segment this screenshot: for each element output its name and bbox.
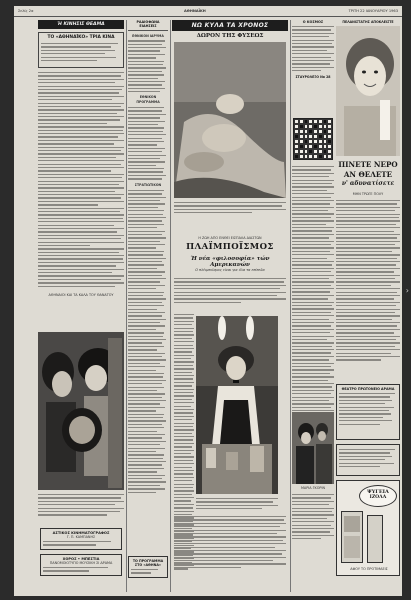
radio-footer-box bbox=[128, 556, 168, 578]
headline: ΠΛΑΪΜΠΟΪΣΜΟΣ bbox=[186, 242, 274, 252]
stars-title: Ο ΚΟΣΜΟΣ bbox=[302, 20, 324, 24]
kicker: Η ΖΩΗ ΑΠΟ ΕΝΘΕΙ ΕΙΣΠΑΛΑ ΔΙΑΣΤΩΝ bbox=[198, 236, 262, 240]
radio-title: ΡΑΔΙΟΦΩΝΑ ΕΙΔΗΣΕΙΣ bbox=[128, 20, 168, 31]
fridge-illustration bbox=[367, 515, 383, 563]
radio-section-title: ΕΘΝΙΚΟΝ ΠΡΟΓΡΑΜΜΑ bbox=[136, 95, 160, 104]
newspaper-page bbox=[14, 6, 402, 596]
ad-box-title: ΧΟΡΟΣ • ΜΠΕΣΤΙΑ bbox=[62, 557, 100, 561]
slimming-ad-label: ΠΕΛΑΝΙΣΤΑΤΗΣ ΑΠΟΚΛΕΙΣΤΕ bbox=[342, 20, 394, 24]
listings-text bbox=[38, 72, 124, 287]
reclining-woman-photo bbox=[174, 42, 286, 198]
ad-box-title: ΑΣΤΙΚΟΣ ΚΙΝΗΜΑΤΟΓΡΑΦΟΣ bbox=[52, 531, 110, 535]
ad-box-subtitle: Γ. Π. ΚΑΜΠΑΝΗΣ bbox=[66, 535, 96, 539]
column-ads bbox=[336, 20, 400, 580]
radio-section-title: ΕΘΝΙΚΟΝ ΙΔΡΥΜΑ bbox=[132, 34, 164, 38]
smiling-woman-photo bbox=[336, 26, 400, 156]
ad-headline-1: ΠΙΝΕΤΕ ΝΕΡΟ bbox=[338, 160, 398, 169]
radio-schedule bbox=[128, 34, 168, 493]
bunny-caption-text bbox=[196, 498, 278, 512]
ad-headline-2: ΑΝ ΘΕΛΕΤΕ bbox=[343, 170, 393, 179]
crossword-grid bbox=[293, 118, 333, 160]
subheadline: Ή νέα «φιλοσοφία» τών Αμερικανών bbox=[190, 256, 270, 268]
fridge-ad bbox=[336, 480, 400, 576]
intro-text bbox=[174, 278, 286, 305]
masthead: ΑΘΗΝΑΪΚΗ bbox=[184, 9, 206, 13]
column-rule bbox=[290, 20, 291, 592]
deck: Ο πλέιμποϊσμος είναι για όλα τα επίπεδα bbox=[195, 268, 265, 272]
page-header bbox=[14, 6, 402, 17]
column-rule bbox=[126, 20, 127, 592]
date-line: ΤΡΙΤΗ 22 ΙΑΝΟΥΑΡΙΟΥ 1963 bbox=[348, 9, 398, 13]
crossword-title: ΣΤΑΥΡΟΛΕΞΟ Νο 28 bbox=[295, 75, 331, 80]
margin-mark: › bbox=[405, 286, 409, 295]
bunny-girl-photo bbox=[196, 316, 278, 494]
column-center bbox=[172, 20, 288, 580]
column-small-right bbox=[292, 20, 334, 580]
crossword-clues bbox=[292, 166, 334, 417]
fridge-slogan: ΑΦΟΥ ΤΟ ΠΡΟΤΙΜΑΕΙΣ bbox=[350, 567, 388, 571]
couple-photo bbox=[38, 332, 124, 490]
ad-box bbox=[40, 554, 122, 576]
stars-text bbox=[292, 26, 334, 71]
bottom-text bbox=[292, 494, 334, 541]
column-left bbox=[38, 20, 124, 580]
fridge-brand: ΨΥΓΕΙΑ bbox=[367, 489, 389, 495]
body-text-bottom bbox=[174, 516, 286, 570]
feature-banner: ΝΩ ΚΥΛΑ ΤΑ ΧΡΟΝΟΣ bbox=[172, 20, 288, 31]
fridge-illustration bbox=[341, 511, 363, 563]
photo-story-text bbox=[38, 494, 124, 518]
section-banner: Ή ΚΙΝΗΣΙΣ ΘΕΑΜΑ bbox=[38, 20, 124, 29]
column-rule bbox=[170, 20, 171, 592]
couple-small-photo bbox=[292, 412, 334, 484]
cinema-box-title: ΤΟ «ΑΘΗΝΑΪΚΟ» ΤΡΙΑ ΚΙΝΑ bbox=[47, 35, 115, 40]
photo1-caption-text bbox=[174, 202, 286, 216]
cinema-box bbox=[38, 32, 124, 68]
photo1-title: ΔΩΡΟΝ ΤΗΣ ΦΥΣΕΩΣ bbox=[196, 33, 264, 39]
radio-footer-title: ΤΟ ΠΡΟΓΡΑΜΜΑ ΣΤΟ «ΑΘΗΝΑ» bbox=[132, 559, 164, 567]
column-radio bbox=[128, 20, 168, 580]
ad-box bbox=[40, 528, 122, 550]
page-label: Σελίς 2α bbox=[18, 9, 34, 13]
ad-tagline: ΜΗΝ ΤΡΩΓΕ ΠΟΛΥ bbox=[352, 192, 384, 196]
ad-headline-3: ν' αδυνατίσετε bbox=[341, 180, 395, 187]
fridge-logo bbox=[359, 485, 397, 507]
theater-box bbox=[336, 384, 400, 440]
ad-box-subtitle: ΠΑΝΟΜΟΙΟΤΥΠΟ ΜΟΥΣΙΚΗ ΣΙ ΔΡΑΜΑ bbox=[49, 561, 113, 565]
photo-caption: ΑΘΗΝΑΙΟΙ ΚΑΙ ΤΑ ΚΑΛΑ ΤΟΥ ΘΑΝΑΤΟΥ bbox=[48, 292, 114, 297]
theater-box-2 bbox=[336, 444, 400, 476]
fridge-model: ΙΖΟΛΑ bbox=[369, 495, 387, 500]
radio-section-title: ΣΤΡΑΤΙΩΤΙΚΟΝ bbox=[134, 182, 162, 187]
couple-small-caption: ΜΑΡΙΑ ΓΚΟΡΙΝ bbox=[300, 486, 326, 490]
theater-title: ΘΕΑΤΡΟ ΠΡΩΤΟΝΕΙΟ ΔΡΑΜΑ bbox=[341, 387, 395, 391]
ad-body-text bbox=[336, 200, 400, 363]
